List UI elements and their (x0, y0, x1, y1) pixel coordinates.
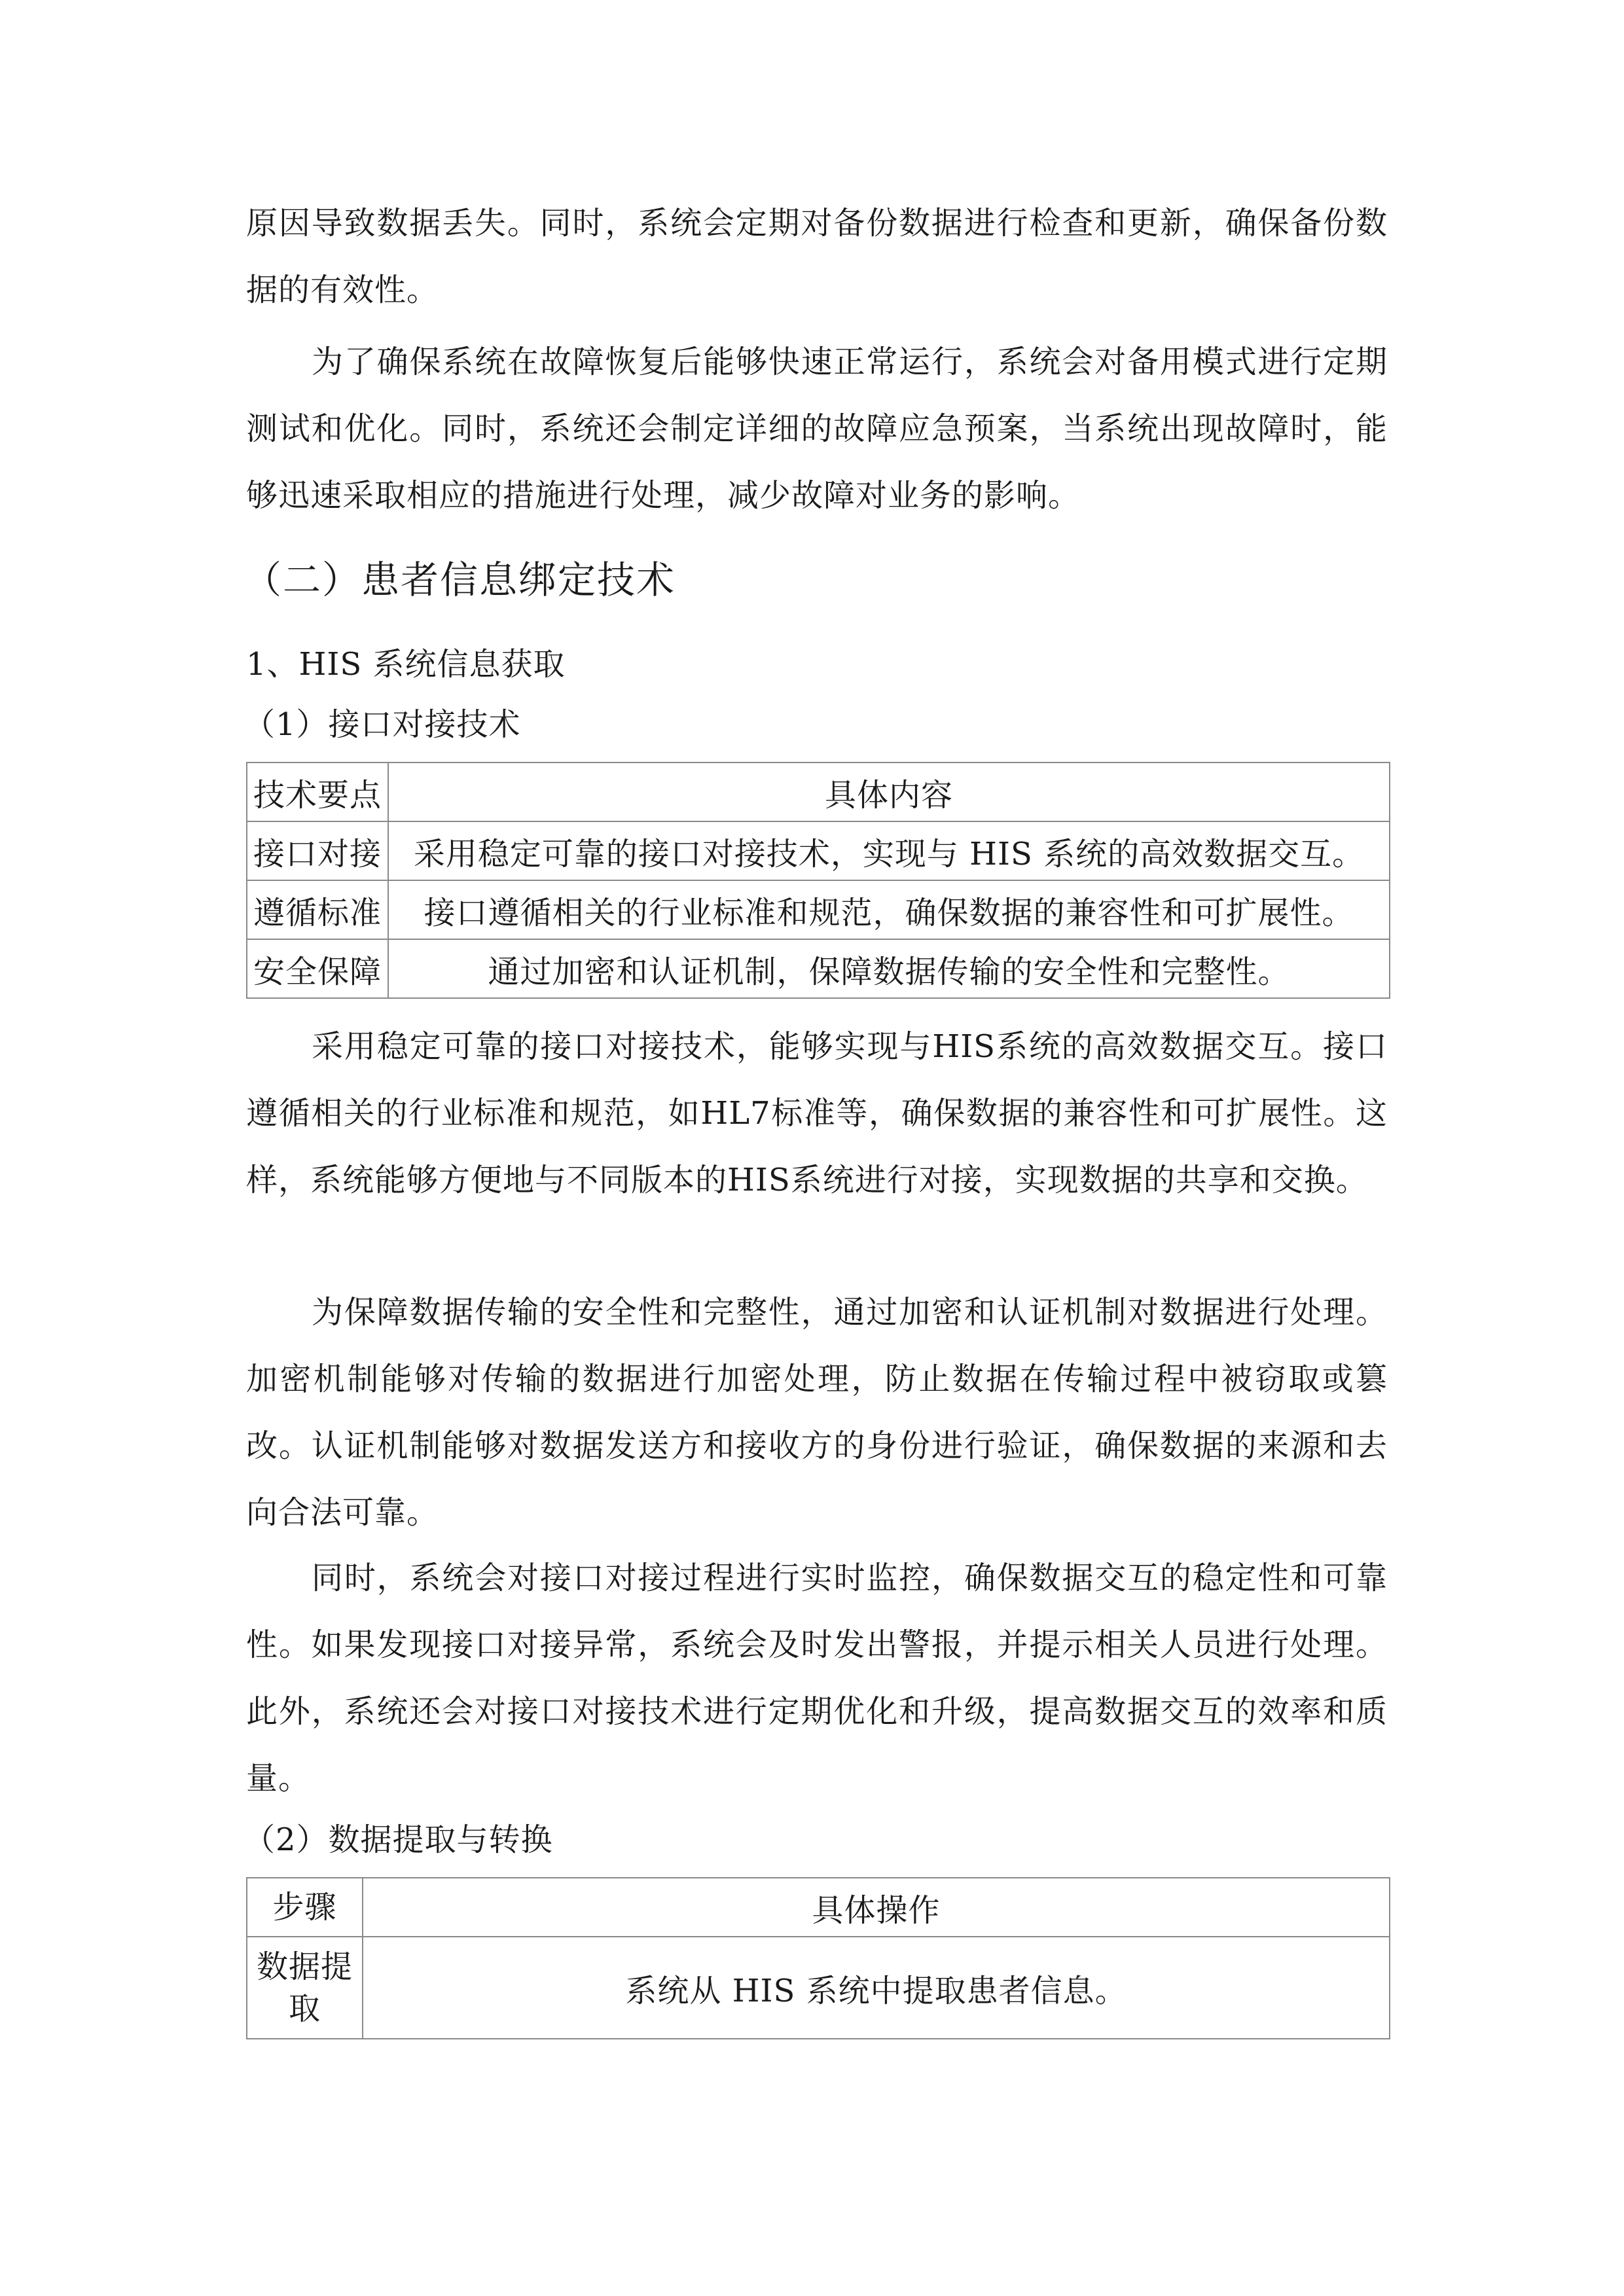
paragraph-backup-validity: 原因导致数据丢失。同时，系统会定期对备份数据进行检查和更新，确保备份数据的有效性。 (246, 205, 1388, 308)
table-cell: 数据提取 (247, 1937, 363, 2039)
table-header-cell: 具体操作 (363, 1878, 1390, 1937)
subsection-heading: 1、HIS 系统信息获取 (246, 646, 566, 683)
data-extraction-table (246, 1877, 1390, 2039)
document-page (246, 0, 1388, 2296)
paragraph-interface-standard: 采用稳定可靠的接口对接技术，能够实现与HIS系统的高效数据交互。接口遵循相关的行业标准和规范，如HL7标准等，确保数据的兼容性和可扩展性。这样，系统能够方便地与不同版本的HIS系统进行对接，实现数据的共享和交换。 (246, 1028, 1388, 1198)
table-header-cell: 技术要点 (247, 762, 388, 821)
table-cell: 通过加密和认证机制，保障数据传输的安全性和完整性。 (388, 939, 1390, 998)
table-cell: 接口遵循相关的行业标准和规范，确保数据的兼容性和可扩展性。 (388, 880, 1390, 939)
table-row (247, 939, 1390, 998)
table-header-row (247, 762, 1390, 821)
table-cell: 接口对接 (247, 821, 388, 880)
item-heading-extraction: （2）数据提取与转换 (244, 1821, 553, 1858)
table-header-row (247, 1878, 1390, 1937)
table-cell: 遵循标准 (247, 880, 388, 939)
table-cell: 安全保障 (247, 939, 388, 998)
table-cell: 系统从 HIS 系统中提取患者信息。 (363, 1937, 1390, 2039)
table-row (247, 880, 1390, 939)
table-header-cell: 具体内容 (388, 762, 1390, 821)
paragraph-monitoring: 同时，系统会对接口对接过程进行实时监控，确保数据交互的稳定性和可靠性。如果发现接口对接异常，系统会及时发出警报，并提示相关人员进行处理。此外，系统还会对接口对接技术进行定期优化和升级，提高数据交互的效率和质量。 (246, 1560, 1388, 1797)
item-heading-interface: （1）接口对接技术 (244, 706, 521, 743)
paragraph-encryption: 为保障数据传输的安全性和完整性，通过加密和认证机制对数据进行处理。加密机制能够对传输的数据进行加密处理，防止数据在传输过程中被窃取或篡改。认证机制能够对数据发送方和接收方的身份进行验证，确保数据的来源和去向合法可靠。 (246, 1294, 1388, 1531)
paragraph-failover-testing: 为了确保系统在故障恢复后能够快速正常运行，系统会对备用模式进行定期测试和优化。同时，系统还会制定详细的故障应急预案，当系统出现故障时，能够迅速采取相应的措施进行处理，减少故障对业务的影响。 (246, 344, 1388, 514)
section-heading: （二）患者信息绑定技术 (244, 558, 676, 602)
table-cell: 采用稳定可靠的接口对接技术，实现与 HIS 系统的高效数据交互。 (388, 821, 1390, 880)
table-row (247, 821, 1390, 880)
interface-tech-table (246, 762, 1390, 999)
table-row (247, 1937, 1390, 2039)
table-header-cell: 步骤 (247, 1878, 363, 1937)
